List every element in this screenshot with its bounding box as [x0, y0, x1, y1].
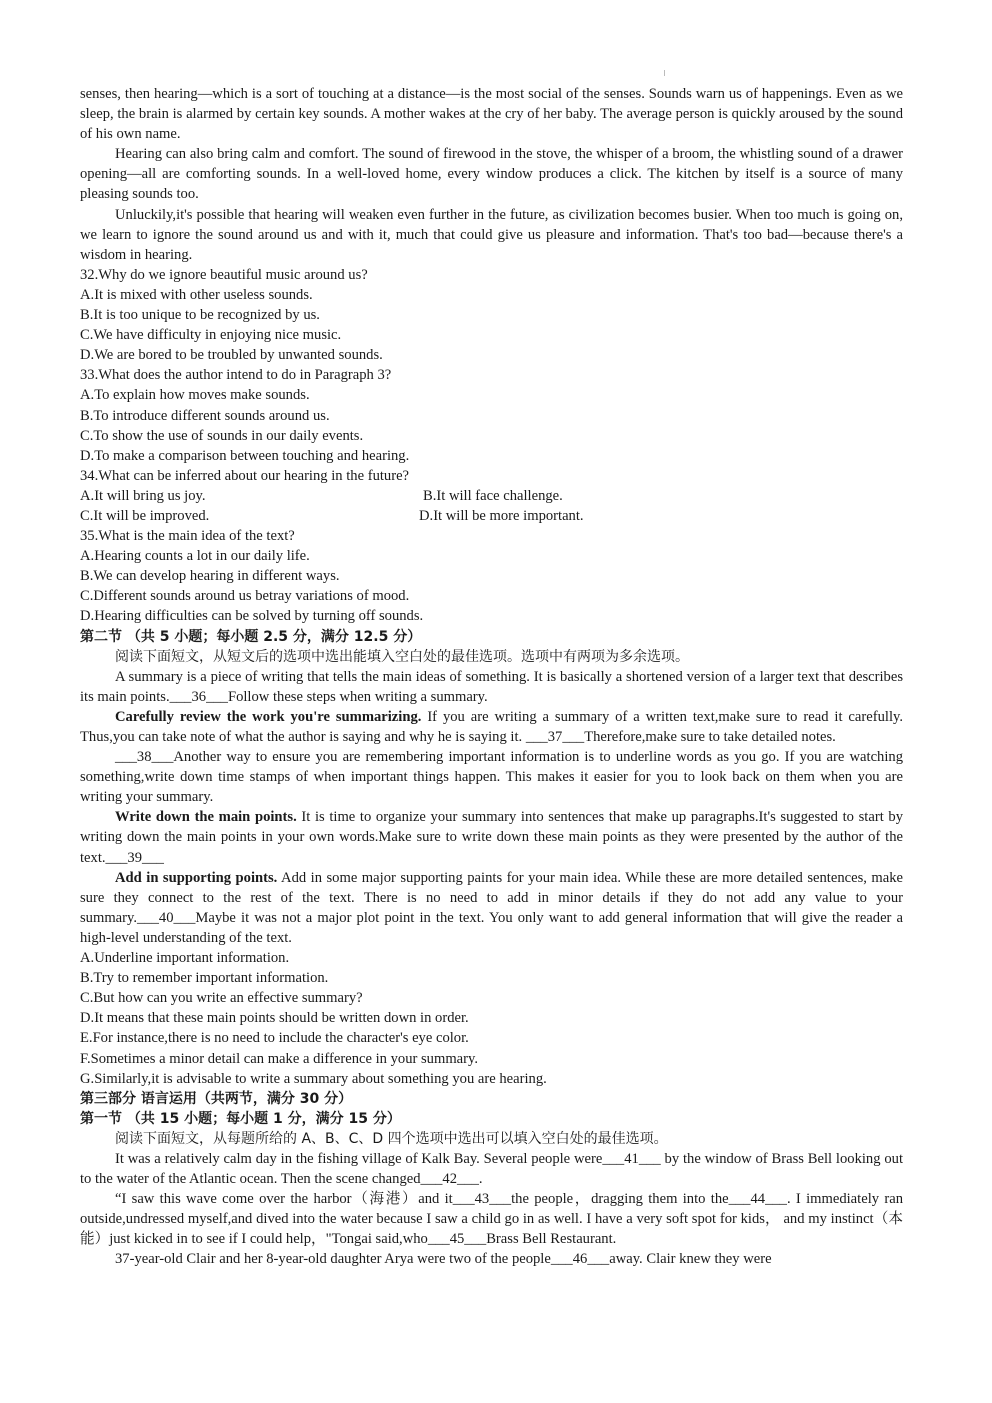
summary-step-2-heading: Write down the main points. — [115, 809, 297, 826]
question-33-stem: 33.What does the author intend to do in Paragraph 3? — [80, 367, 392, 384]
cloze-paragraph-3: 37-year-old Clair and her 8-year-old daughter Arya were two of the people___46___away. Clair knew they were — [115, 1251, 772, 1268]
question-35-option-d: D.Hearing difficulties can be solved by turning off sounds. — [80, 608, 424, 625]
seven-choice-option-e: E.For instance,there is no need to include the character's eye color. — [80, 1030, 469, 1047]
question-32-option-d: D.We are bored to be troubled by unwanted sounds. — [80, 347, 383, 364]
question-34-stem: 34.What can be inferred about our hearing in the future? — [80, 467, 410, 484]
question-34-option-b: B.It will face challenge. — [423, 487, 563, 504]
question-34-options-row-1 — [80, 486, 903, 506]
question-33-option-b: B.To introduce different sounds around us. — [80, 407, 330, 424]
question-35-option-a: A.Hearing counts a lot in our daily life. — [80, 548, 310, 565]
cloze-paragraph-2: “I saw this wave come over the harbor（海港）and it___43___the people，dragging them into the___44___. I immediately ran outside,undressed myself,and dived into the water because I saw a child go in as well. I have a very soft spot for kids， and my instinct（本能）just kicked in to see if I could help，"Tongai said,who___45___Brass Bell Restaurant. — [80, 1191, 903, 1248]
exam-page — [80, 84, 903, 1270]
seven-choice-option-b: B.Try to remember important information. — [80, 970, 329, 987]
seven-choice-option-a: A.Underline important information. — [80, 950, 290, 967]
question-34-option-d: D.It will be more important. — [419, 507, 584, 524]
question-32-option-c: C.We have difficulty in enjoying nice music. — [80, 327, 342, 344]
summary-step-1-heading: Carefully review the work you're summarizing. — [115, 708, 422, 725]
section-2-heading: 第二节 （共 5 小题；每小题 2.5 分，满分 12.5 分） — [80, 628, 422, 645]
section-2-instruction: 阅读下面短文，从短文后的选项中选出能填入空白处的最佳选项。选项中有两项为多余选项。 — [115, 648, 689, 665]
part-3-heading: 第三部分 语言运用（共两节，满分 30 分） — [80, 1090, 353, 1107]
question-35-stem: 35.What is the main idea of the text? — [80, 528, 295, 545]
summary-paragraph-4-text: It is time to organize your summary into sentences that make up paragraphs.It's suggested to start by writing down the main points in your own words.Make sure to write down these main points as they were presented by the author of the text.___39___ — [80, 809, 904, 866]
question-35-option-c: C.Different sounds around us betray variations of mood. — [80, 588, 410, 605]
question-33-option-a: A.To explain how moves make sounds. — [80, 387, 310, 404]
passage-c-paragraph-1: senses, then hearing—which is a sort of touching at a distance—is the most social of the senses. Sounds warn us of happenings. Even as we sleep, the brain is alarmed by certain key sounds. A mother wakes at the cry of her baby. The average person is quickly aroused by the sound of his own name. — [80, 86, 903, 143]
question-34-option-c: C.It will be improved. — [80, 507, 210, 524]
summary-paragraph-5-text: Add in some major supporting paints for your main idea. While these are more detailed sentences, make sure they connect to the rest of the text. There is no need to add in minor details if they do not add any value to your summary.___40___Maybe it was not a major plot point in the text. You only want to add general information that will give the reader a high-level understanding of the text. — [80, 869, 904, 946]
summary-paragraph-4 — [80, 807, 903, 867]
question-32-option-a: A.It is mixed with other useless sounds. — [80, 286, 313, 303]
passage-c-paragraph-3: Unluckily,it's possible that hearing will weaken even further in the future, as civilization becomes busier. When too much is going on, we learn to ignore the sound around us and with it, much that could give us pleasure and information. That's too bad—because there's a wisdom in hearing. — [80, 206, 903, 263]
question-32-stem: 32.Why do we ignore beautiful music around us? — [80, 266, 368, 283]
question-33-option-c: C.To show the use of sounds in our daily events. — [80, 427, 364, 444]
summary-paragraph-2-text: If you are writing a summary of a written text,make sure to read it carefully. Thus,you can take note of what the author is saying and why he is saying it. ___37___Therefore,make sure to take detailed notes. — [80, 708, 903, 745]
seven-choice-option-f: F.Sometimes a minor detail can make a difference in your summary. — [80, 1050, 479, 1067]
passage-c-paragraph-2: Hearing can also bring calm and comfort. The sound of firewood in the stove, the whisper of a broom, the whistling sound of a drawer opening—all are comforting sounds. In a well-loved home, every window produces a click. The kitchen by itself is a source of many pleasing sounds too. — [80, 146, 903, 203]
question-33-option-d: D.To make a comparison between touching and hearing. — [80, 447, 410, 464]
summary-paragraph-2 — [80, 707, 903, 747]
summary-paragraph-3: ___38___Another way to ensure you are remembering important information is to underline words as you go. If you are watching something,write down time stamps of when important things happen. This makes it easier for you to look back on them when you are writing your summary. — [80, 749, 903, 806]
seven-choice-option-c: C.But how can you write an effective summary? — [80, 990, 363, 1007]
summary-paragraph-1: A summary is a piece of writing that tells the main ideas of something. It is basically a shortened version of a larger text that describes its main points.___36___Follow these steps when writing a summary. — [80, 668, 903, 705]
question-35-option-b: B.We can develop hearing in different ways. — [80, 568, 340, 585]
cloze-paragraph-1: It was a relatively calm day in the fishing village of Kalk Bay. Several people were___41___ by the window of Brass Bell looking out to the water of the Atlantic ocean. Then the scene changed___42___. — [80, 1150, 903, 1188]
scan-mark — [664, 70, 665, 76]
part-3-instruction: 阅读下面短文，从每题所给的 A、B、C、D 四个选项中选出可以填入空白处的最佳选项。 — [115, 1130, 668, 1147]
question-34-options-row-2 — [80, 506, 903, 526]
summary-step-3-heading: Add in supporting points. — [115, 869, 278, 886]
question-32-option-b: B.It is too unique to be recognized by us. — [80, 307, 320, 324]
seven-choice-option-g: G.Similarly,it is advisable to write a summary about something you are hearing. — [80, 1070, 547, 1087]
seven-choice-option-d: D.It means that these main points should be written down in order. — [80, 1010, 469, 1027]
summary-paragraph-5 — [80, 868, 903, 948]
question-34-option-a: A.It will bring us joy. — [80, 487, 206, 504]
part-3-section-1-heading: 第一节 （共 15 小题；每小题 1 分，满分 15 分） — [80, 1110, 401, 1127]
